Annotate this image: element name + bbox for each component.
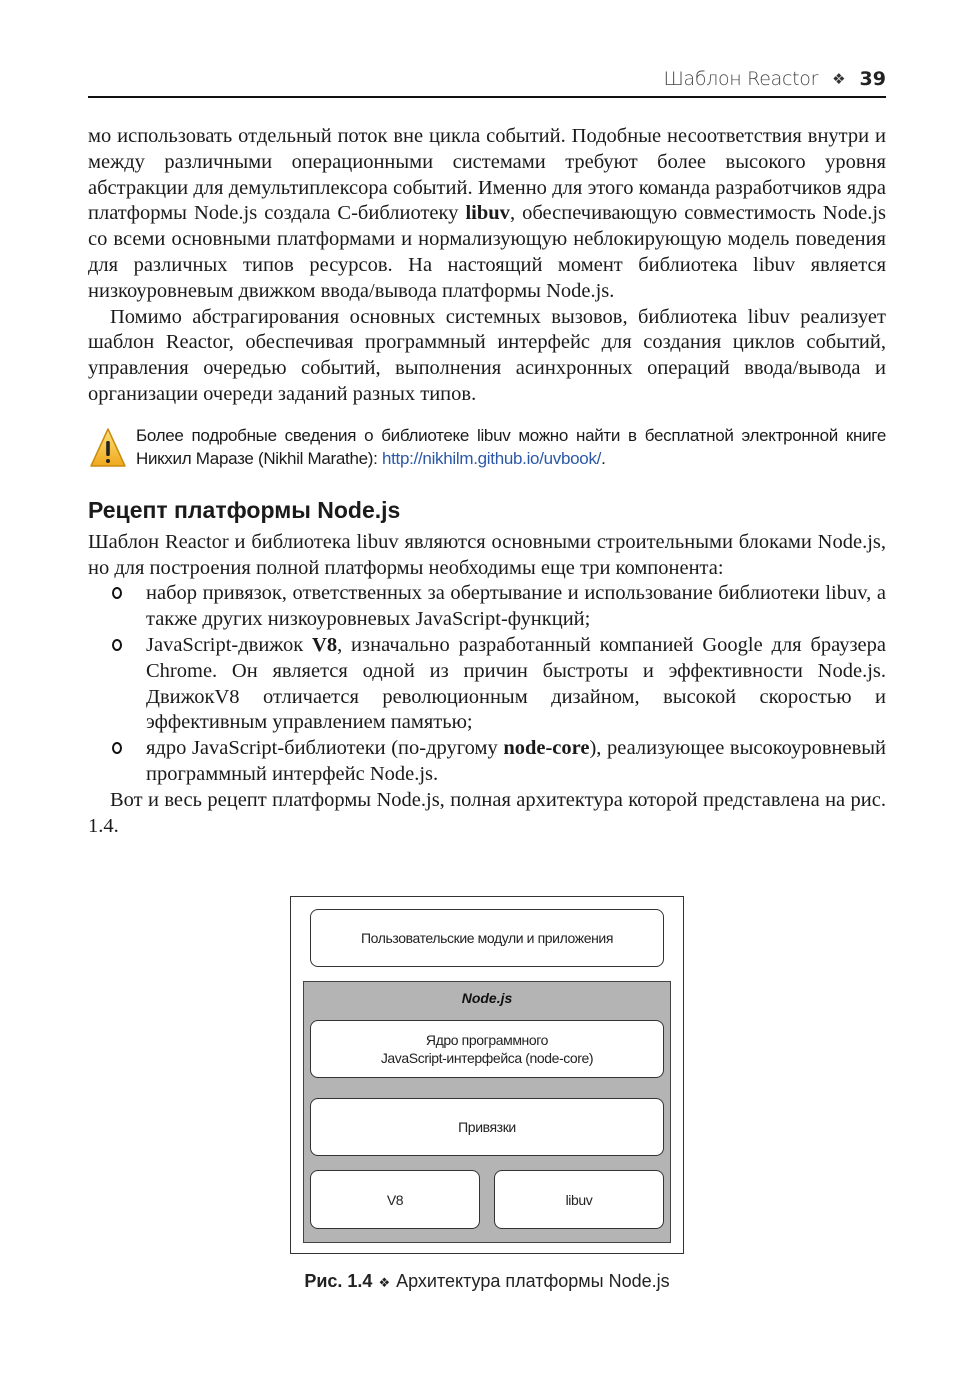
page-body — [88, 124, 886, 839]
page-number: 39 — [859, 68, 886, 90]
bindings-label: Привязки — [458, 1119, 516, 1135]
header-right — [663, 68, 886, 90]
diamond-separator-icon: ❖ — [378, 1275, 391, 1290]
list-item-text: ядро JavaScript-библиотеки (по-другому — [146, 737, 504, 760]
figure-caption-text: Архитектура платформы Node.js — [396, 1271, 670, 1291]
component-list — [88, 581, 886, 787]
note-end: . — [601, 448, 606, 468]
bindings-box — [310, 1098, 664, 1156]
info-note — [88, 424, 886, 476]
architecture-diagram — [290, 896, 684, 1254]
bullet-circle-icon — [112, 742, 122, 754]
list-item-text: JavaScript-движок — [146, 633, 313, 656]
term-v8: V8 — [312, 633, 338, 656]
uvbook-link[interactable]: http://nikhilm.github.io/uvbook/ — [381, 448, 602, 468]
paragraph-text: мо использовать отдельный поток вне цикла событий. Подобные несоответствия внутри и между различными операционными системами требуют более высокого уровня абстракции для демультиплексора событий. Именно для этого команда разработчиков ядра платформы Node.js создала C-библиотеку — [88, 125, 886, 225]
node-core-box — [310, 1020, 664, 1078]
bullet-circle-icon — [112, 639, 122, 651]
list-item — [88, 633, 886, 736]
libuv-label: libuv — [565, 1191, 593, 1208]
section-heading: Рецепт платформы Node.js — [88, 496, 401, 523]
list-item — [88, 736, 886, 788]
bullet-circle-icon — [112, 587, 122, 599]
term-node-core: node-core — [503, 737, 590, 760]
paragraph-2: Помимо абстрагирования основных системных вызовов, библиотека libuv реализует шаблон Reactor, обеспечивая программный интерфейс для создания циклов событий, управления очередью событий, выполнения асинхронных операций ввода/вывода и организации очереди заданий разных типов. — [88, 305, 886, 405]
figure-caption — [0, 1271, 974, 1292]
node-core-label-line1: Ядро программного — [425, 1032, 549, 1048]
list-item-text: , изначально разработанный компанией Google для браузера Chrome. Он является одной из причин быстроты и эффективности Node.js. ДвижокV8 отличается революционным дизайном, высокой скоростью и эффективным управлением памятью; — [146, 633, 886, 734]
paragraph-text: , обеспечивающую совместимость Node.js со всеми основными платформами и нормализующую неблокирующую модель поведения для различных типов ресурсов. На настоящий момент библиотека libuv является низкоуровневым движком ввода/вывода платформы Node.js. — [88, 202, 886, 302]
v8-box — [310, 1170, 480, 1229]
user-modules-label: Пользовательские модули и приложения — [360, 930, 614, 946]
v8-label: V8 — [386, 1191, 404, 1208]
paragraph-1 — [88, 124, 886, 305]
warning-icon — [88, 426, 128, 476]
nodejs-panel — [303, 981, 671, 1243]
diamond-separator-icon: ❖ — [832, 70, 846, 88]
figure-number: Рис. 1.4 — [304, 1271, 373, 1291]
user-modules-box — [310, 909, 664, 967]
note-text — [128, 424, 886, 476]
libuv-box — [494, 1170, 664, 1229]
node-core-label-line2: JavaScript-интерфейса (node-core) — [380, 1050, 594, 1066]
list-item-text: набор привязок, ответственных за обертывание и использование библиотеки libuv, а также других низкоуровневых JavaScript-функций; — [146, 582, 886, 631]
list-item-text: ), реализующее высокоуровневый программный интерфейс Node.js. — [146, 737, 886, 785]
term-libuv: libuv — [465, 202, 510, 225]
section-outro: Вот и весь рецепт платформы Node.js, полная архитектура которой представлена на рис. 1.4. — [88, 788, 886, 837]
chapter-section-title: Шаблон Reactor — [663, 68, 819, 90]
note-body: Более подробные сведения о библиотеке libuv можно найти в бесплатной электронной книге Никхил Маразе (Nikhil Marathe): — [136, 425, 886, 468]
list-item — [88, 581, 886, 633]
running-header — [88, 64, 886, 98]
section-intro: Шаблон Reactor и библиотека libuv являются основными строительными блоками Node.js, но для построения полной платформы необходимы еще три компонента: — [88, 530, 886, 579]
nodejs-panel-label: Node.js — [461, 990, 513, 1006]
